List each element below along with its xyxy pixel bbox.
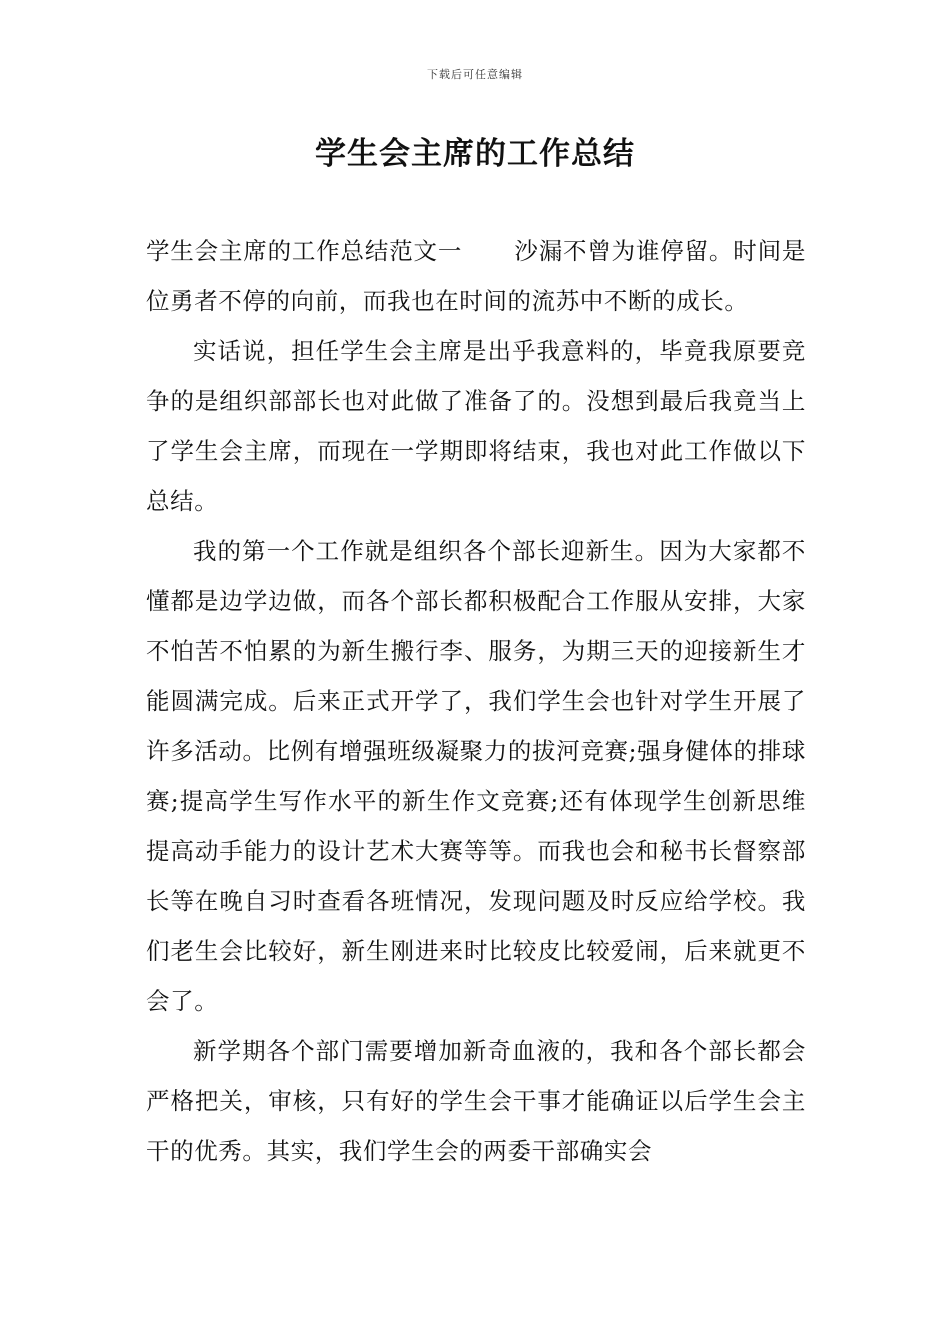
body-paragraph-2: 我的第一个工作就是组织各个部长迎新生。因为大家都不懂都是边学边做，而各个部长都积极配合工作服从安排，大家不怕苦不怕累的为新生搬行李、服务，为期三天的迎接新生才能圆满完成。后来正式开学了，我们学生会也针对学生开展了许多活动。比例有增强班级凝聚力的拔河竞赛;强身健体的排球赛;提高学生写作水平的新生作文竞赛;还有体现学生创新思维提高动手能力的设计艺术大赛等等。而我也会和秘书长督察部长等在晚自习时查看各班情况，发现问题及时反应给学校。我们老生会比较好，新生刚进来时比较皮比较爱闹，后来就更不会了。 [146, 537, 806, 1015]
body-paragraph-3: 新学期各个部门需要增加新奇血液的，我和各个部长都会严格把关，审核，只有好的学生会干事才能确证以后学生会主干的优秀。其实，我们学生会的两委干部确实会 [146, 1037, 806, 1165]
header-note: 下载后可任意编辑 [427, 68, 523, 81]
document-title: 学生会主席的工作总结 [315, 136, 635, 172]
intro-heading: 学生会主席的工作总结范文一 [146, 237, 463, 265]
intro-text: 沙漏不曾为谁停留。时间是位勇者不停的向前，而我也在时间的流苏中不断的成长。 [146, 237, 806, 315]
intro-paragraph [146, 226, 806, 326]
document-body [146, 226, 806, 1176]
body-paragraph-1: 实话说，担任学生会主席是出乎我意料的，毕竟我原要竞争的是组织部部长也对此做了准备了的。没想到最后我竟当上了学生会主席，而现在一学期即将结束，我也对此工作做以下总结。 [146, 337, 806, 515]
